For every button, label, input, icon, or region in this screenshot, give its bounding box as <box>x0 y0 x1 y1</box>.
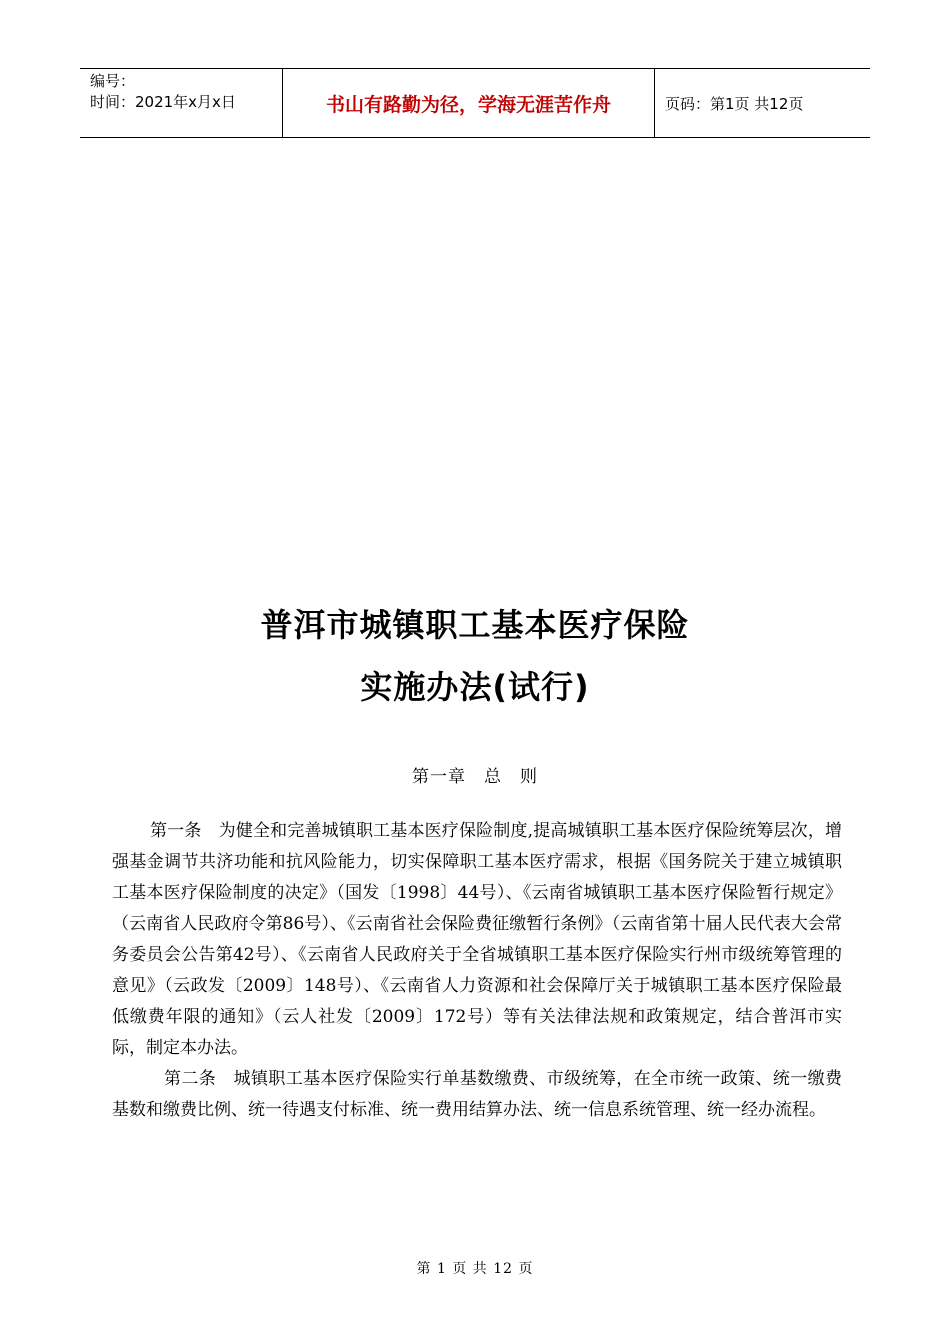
article-1-paragraph: 第一条 为健全和完善城镇职工基本医疗保险制度,提高城镇职工基本医疗保险统筹层次，增强基金调节共济功能和抗风险能力，切实保障职工基本医疗需求，根据《国务院关于建立城镇职工基本医疗保险制度的决定》（国发〔1998〕44号）、《云南省城镇职工基本医疗保险暂行规定》（云南省人民政府令第86号）、《云南省社会保险费征缴暂行条例》（云南省第十届人民代表大会常务委员会公告第42号）、《云南省人民政府关于全省城镇职工基本医疗保险实行州市级统筹管理的意见》（云政发〔2009〕148号）、《云南省人力资源和社会保障厅关于城镇职工基本医疗保险最低缴费年限的通知》（云人社发〔2009〕172号）等有关法律法规和政策规定，结合普洱市实际，制定本办法。 <box>112 821 842 1058</box>
article-2-paragraph: 第二条 城镇职工基本医疗保险实行单基数缴费、市级统筹，在全市统一政策、统一缴费基数和缴费比例、统一待遇支付标准、统一费用结算办法、统一信息系统管理、统一经办流程。 <box>112 1069 842 1120</box>
header-motto: 书山有路勤为径，学海无涯苦作舟 <box>282 69 655 137</box>
document-title-line2: 实施办法(试行) <box>360 668 590 706</box>
date-label: 时间：2021年x月x日 <box>90 93 236 111</box>
chapter-heading: 第一章 总 则 <box>412 767 538 787</box>
header-table <box>80 68 870 138</box>
document-body <box>112 816 842 1126</box>
number-label: 编号： <box>90 72 136 90</box>
document-title-line1: 普洱市城镇职工基本医疗保险 <box>260 606 690 644</box>
header-meta <box>80 69 282 137</box>
header-page-info: 页码：第1页 共12页 <box>665 94 804 113</box>
page-footer: 第 1 页 共 12 页 <box>416 1261 534 1277</box>
